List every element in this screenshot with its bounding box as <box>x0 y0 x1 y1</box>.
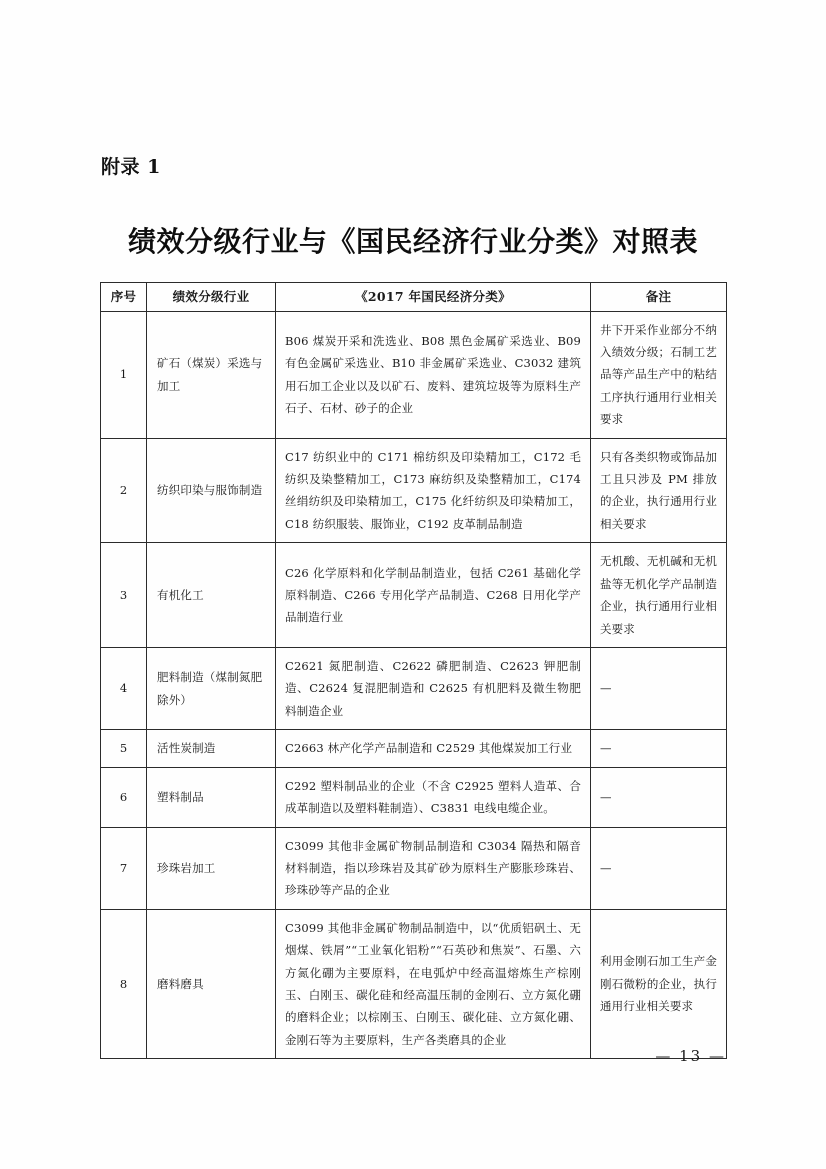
cell-remark: — <box>591 730 727 767</box>
col-header-index: 序号 <box>101 283 147 312</box>
cell-industry: 纺织印染与服饰制造 <box>147 438 276 543</box>
table-row <box>101 647 727 729</box>
cell-classification: C26 化学原料和化学制品制造业，包括 C261 基础化学原料制造、C266 专用化学产品制造、C268 日用化学产品制造行业 <box>276 543 591 648</box>
col-header-classification: 《2017 年国民经济分类》 <box>276 283 591 312</box>
cell-industry: 矿石（煤炭）采选与加工 <box>147 311 276 438</box>
table-row <box>101 311 727 438</box>
cell-index: 5 <box>101 730 147 767</box>
cell-classification: C2663 林产化学产品制造和 C2529 其他煤炭加工行业 <box>276 730 591 767</box>
page-title: 绩效分级行业与《国民经济行业分类》对照表 <box>127 225 698 258</box>
cell-index: 3 <box>101 543 147 648</box>
cell-index: 1 <box>101 311 147 438</box>
cell-industry: 活性炭制造 <box>147 730 276 767</box>
cell-classification: C3099 其他非金属矿物制品制造和 C3034 隔热和隔音材料制造，指以珍珠岩及其矿砂为原料生产膨胀珍珠岩、珍珠砂等产品的企业 <box>276 827 591 909</box>
cell-index: 2 <box>101 438 147 543</box>
cell-index: 6 <box>101 767 147 827</box>
cell-index: 4 <box>101 647 147 729</box>
cell-remark: 井下开采作业部分不纳入绩效分级；石制工艺品等产品生产中的粘结工序执行通用行业相关要求 <box>591 311 727 438</box>
col-header-industry: 绩效分级行业 <box>147 283 276 312</box>
table-body <box>101 311 727 1059</box>
cell-remark: — <box>591 827 727 909</box>
cell-index: 7 <box>101 827 147 909</box>
table-row <box>101 767 727 827</box>
cell-classification: C17 纺织业中的 C171 棉纺织及印染精加工，C172 毛纺织及染整精加工，C173 麻纺织及染整精加工，C174 丝绢纺织及印染精加工，C175 化纤纺织及印染精加工，C18 纺织服装、服饰业，C192 皮革制品制造 <box>276 438 591 543</box>
cell-remark: — <box>591 647 727 729</box>
table-row <box>101 730 727 767</box>
table-header-row <box>101 283 727 312</box>
table-row <box>101 438 727 543</box>
table-row <box>101 827 727 909</box>
cell-index: 8 <box>101 909 147 1059</box>
page-number: — 13 — <box>655 1047 726 1065</box>
cell-classification: C2621 氮肥制造、C2622 磷肥制造、C2623 钾肥制造、C2624 复混肥制造和 C2625 有机肥料及微生物肥料制造企业 <box>276 647 591 729</box>
cell-classification: C292 塑料制品业的企业（不含 C2925 塑料人造革、合成革制造以及塑料鞋制造）、C3831 电线电缆企业。 <box>276 767 591 827</box>
comparison-table-wrapper <box>100 282 726 1059</box>
table-row <box>101 543 727 648</box>
table-row <box>101 909 727 1059</box>
cell-industry: 有机化工 <box>147 543 276 648</box>
cell-industry: 塑料制品 <box>147 767 276 827</box>
cell-industry: 珍珠岩加工 <box>147 827 276 909</box>
cell-remark: 只有各类织物或饰品加工且只涉及 PM 排放的企业，执行通用行业相关要求 <box>591 438 727 543</box>
appendix-label: 附录 1 <box>101 156 161 178</box>
cell-remark: 无机酸、无机碱和无机盐等无机化学产品制造企业，执行通用行业相关要求 <box>591 543 727 648</box>
comparison-table <box>100 282 727 1059</box>
cell-classification: B06 煤炭开采和洗选业、B08 黑色金属矿采选业、B09 有色金属矿采选业、B10 非金属矿采选业、C3032 建筑用石加工企业以及以矿石、废料、建筑垃圾等为原料生产石子、石材、砂子的企业 <box>276 311 591 438</box>
cell-industry: 肥料制造（煤制氮肥除外） <box>147 647 276 729</box>
cell-classification: C3099 其他非金属矿物制品制造中，以“优质铝矾土、无烟煤、铁屑”“工业氧化铝粉”“石英砂和焦炭”、石墨、六方氮化硼为主要原料，在电弧炉中经高温熔炼生产棕刚玉、白刚玉、碳化硅和经高温压制的金刚石、立方氮化硼的磨料企业；以棕刚玉、白刚玉、碳化硅、立方氮化硼、金刚石等为主要原料，生产各类磨具的企业 <box>276 909 591 1059</box>
col-header-remark: 备注 <box>591 283 727 312</box>
cell-remark: — <box>591 767 727 827</box>
cell-remark: 利用金刚石加工生产金刚石微粉的企业，执行通用行业相关要求 <box>591 909 727 1059</box>
cell-industry: 磨料磨具 <box>147 909 276 1059</box>
